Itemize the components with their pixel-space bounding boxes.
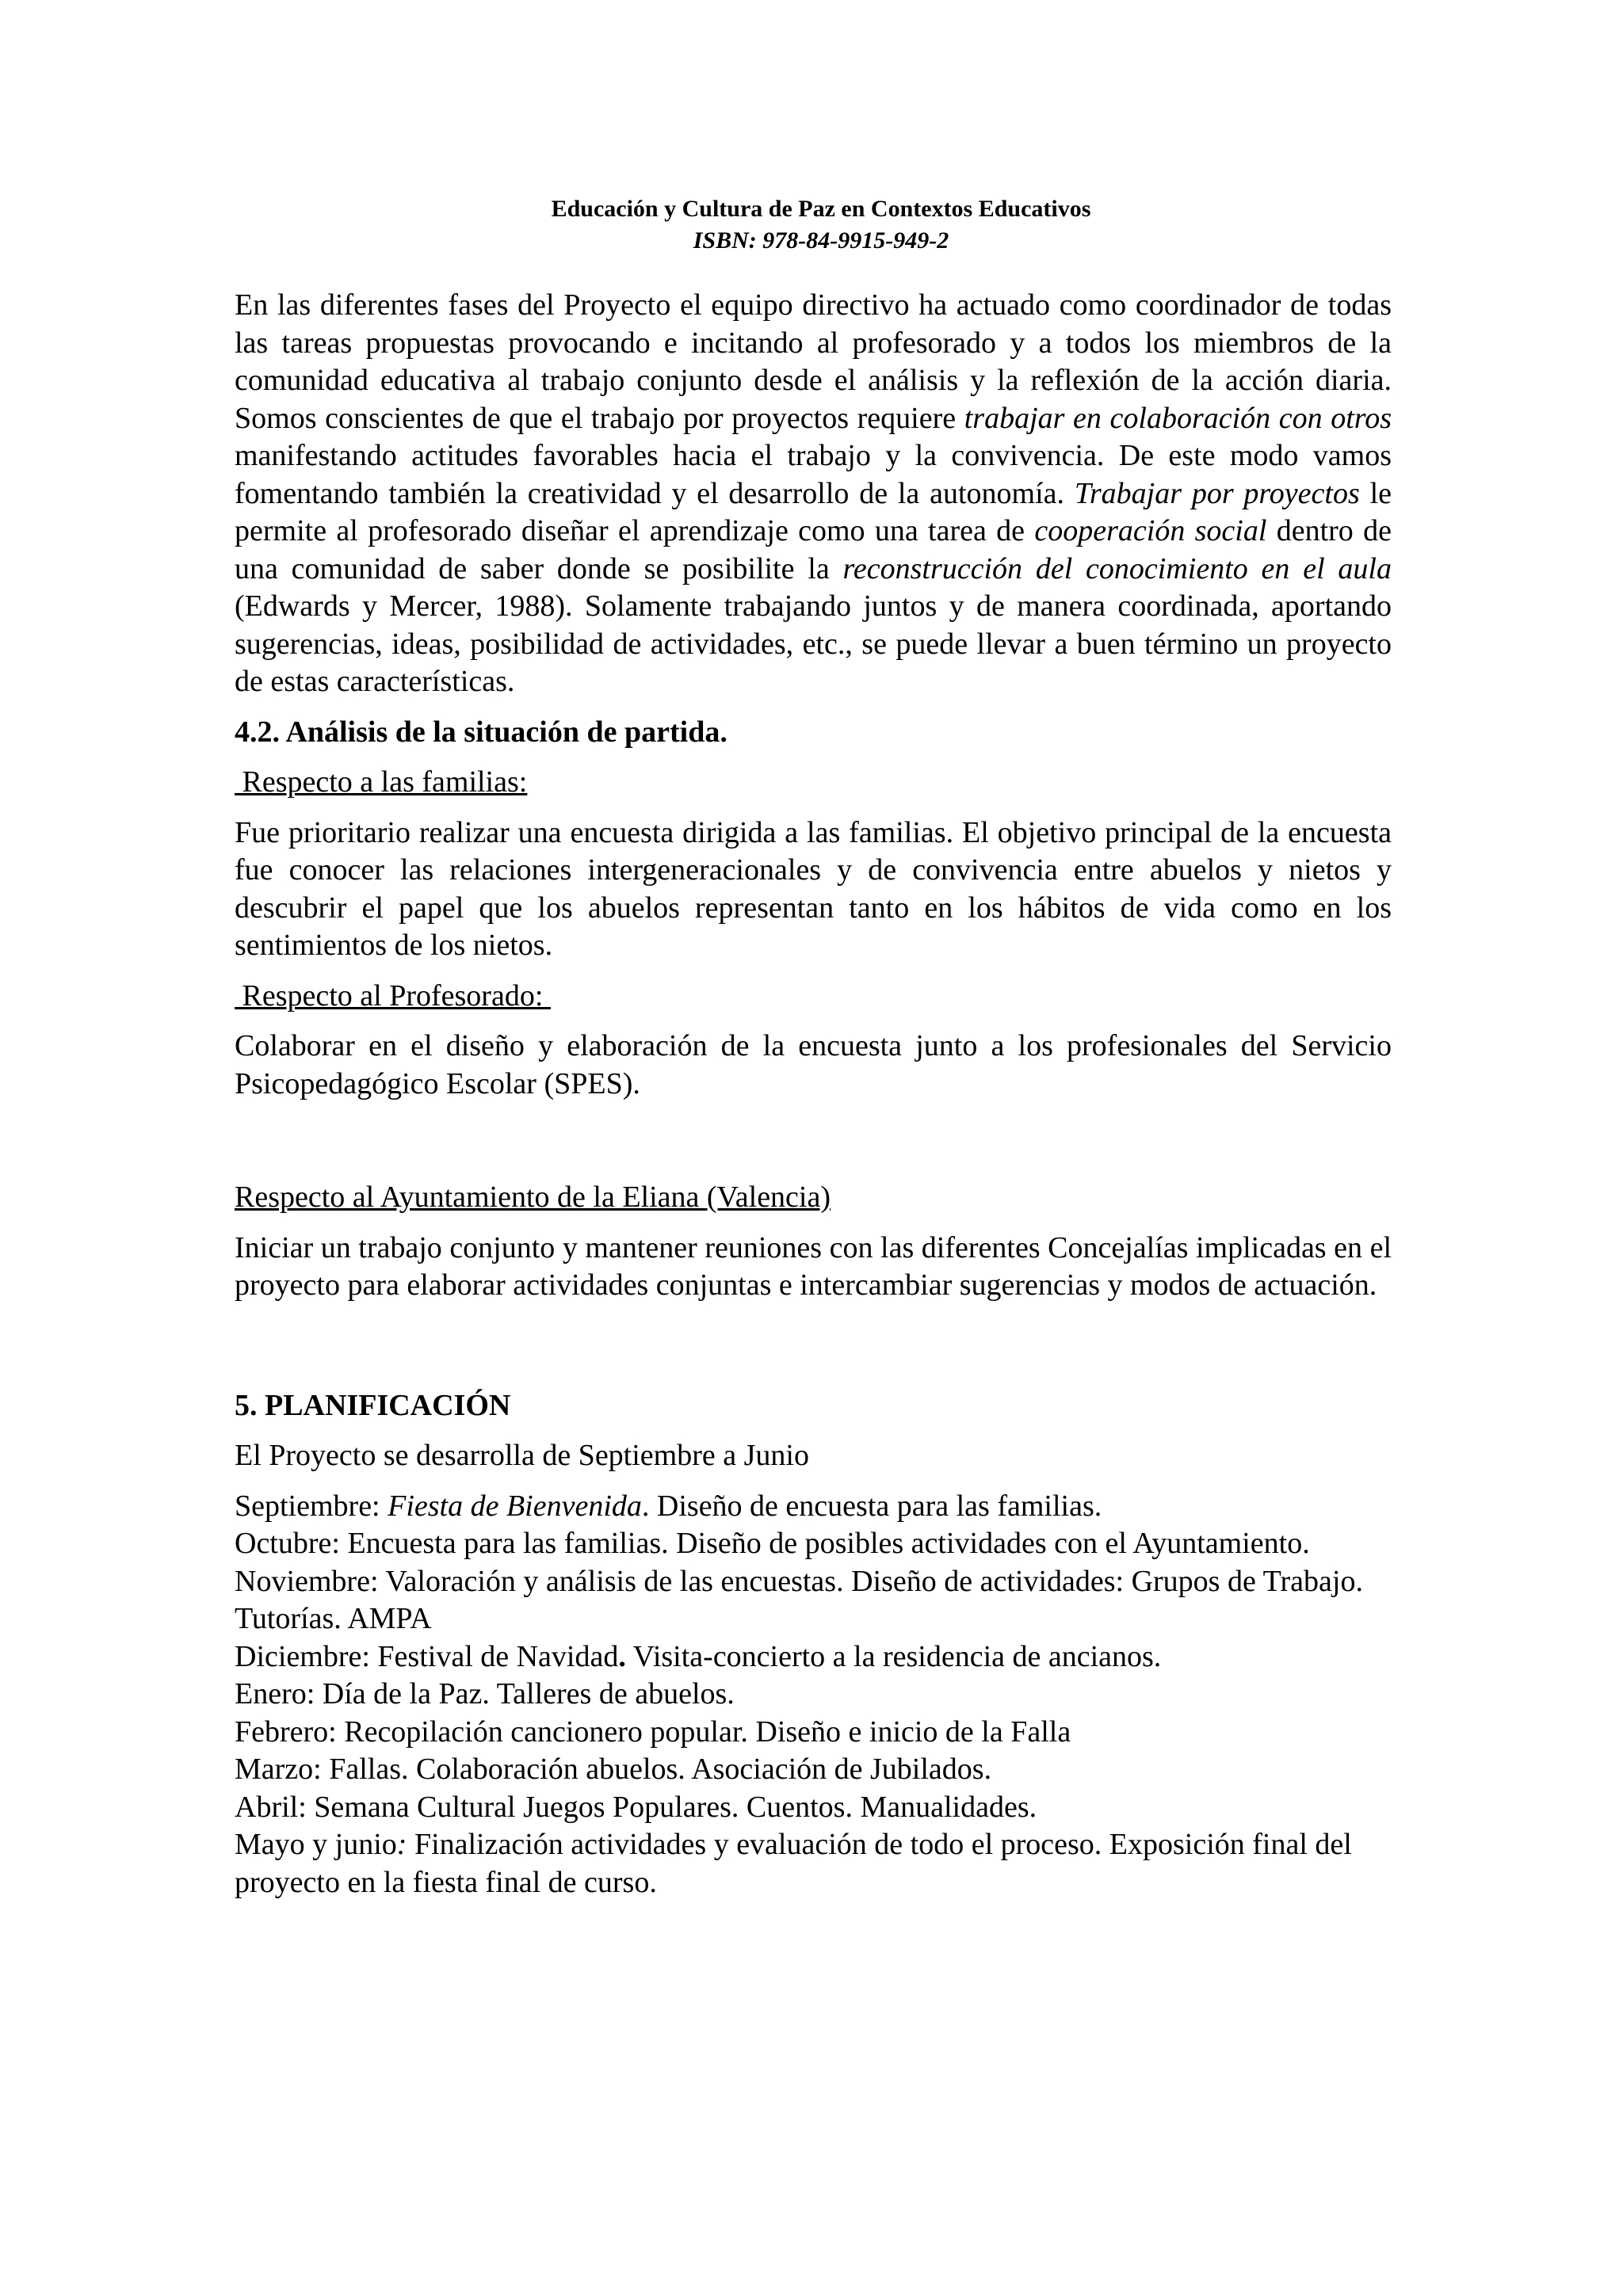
plan-item-noviembre: Noviembre: Valoración y análisis de las encuestas. Diseño de actividades: Grupos de Trabajo. Tutorías. AMPA [235, 1564, 1363, 1635]
document-body [235, 287, 1392, 1901]
page-header [250, 0, 1392, 257]
section-heading-4-2: 4.2. Análisis de la situación de partida. [235, 715, 727, 749]
planning-intro: El Proyecto se desarrolla de Septiembre a Junio [235, 1439, 809, 1472]
text-run: Visita-concierto a la residencia de ancianos. [625, 1639, 1162, 1673]
text-run: (Edwards y Mercer, 1988). Solamente trabajando juntos y de manera coordinada, aportando sugerencias, ideas, posibilidad de actividades, etc., se puede llevar a buen término un proyecto de estas características. [235, 589, 1392, 698]
subheading-familias: Respecto a las familias: [235, 765, 528, 799]
text-run: . Diseño de encuesta para las familias. [641, 1489, 1102, 1523]
isbn: ISBN: 978-84-9915-949-2 [693, 227, 949, 254]
text-run: En las diferentes fases del Proyecto el equipo directivo ha actuado como coordinador de todas las tareas propuestas provocando e incitando al profesorado y a todos los miembros de la comunidad educativa al trabajo conjunto desde el análisis y la reflexión de la acción diaria. Somos conscientes de que el trabajo por proyectos requiere [235, 288, 1392, 435]
book-title: Educación y Cultura de Paz en Contextos Educativos [551, 196, 1091, 222]
paragraph-proyecto [235, 287, 1392, 701]
subheading-profesorado: Respecto al Profesorado: [235, 978, 551, 1013]
bold-run: . [618, 1639, 626, 1673]
plan-item-enero: Enero: Día de la Paz. Talleres de abuelos. [235, 1677, 735, 1711]
paragraph-ayuntamiento: Iniciar un trabajo conjunto y mantener reuniones con las diferentes Concejalías implicadas en el proyecto para elaborar actividades conjuntas e intercambiar sugerencias y modos de actuación. [235, 1230, 1392, 1302]
planning-list [235, 1488, 1392, 1902]
text-run: Finalización actividades y evaluación de todo el proceso. Exposición final del proyecto en la fiesta final de curso. [235, 1828, 1352, 1899]
text-run: manifestando actitudes favorables hacia el trabajo y la convivencia. De este modo vamos fomentando también la creatividad y el desarrollo de la autonomía. [235, 439, 1392, 510]
plan-item-abril: Abril: Semana Cultural Juegos Populares. Cuentos. Manualidades. [235, 1790, 1037, 1824]
plan-item-marzo: Marzo: Fallas. Colaboración abuelos. Asociación de Jubilados. [235, 1753, 992, 1786]
italic-run: cooperación social [1034, 514, 1267, 547]
text-run: Septiembre: [235, 1489, 388, 1523]
plan-item-febrero: Febrero: Recopilación cancionero popular. Diseño e inicio de la Falla [235, 1714, 1071, 1749]
italic-run: reconstrucción del conocimiento en el aula [842, 551, 1392, 585]
text-run: dentro de una comunidad de saber donde se posibilite la [235, 514, 1392, 585]
plan-item-septiembre [235, 1488, 1392, 1526]
subheading-ayuntamiento: Respecto al Ayuntamiento de la Eliana (Valencia) [235, 1180, 831, 1214]
text-run: le permite al profesorado diseñar el aprendizaje como una tarea de [235, 476, 1392, 547]
plan-item-diciembre [235, 1638, 1392, 1676]
italic-run: trabajar en colaboración con otros [964, 401, 1392, 435]
paragraph-profesorado: Colaborar en el diseño y elaboración de la encuesta junto a los profesionales del Servicio Psicopedagógico Escolar (SPES). [235, 1029, 1392, 1100]
italic-run: Fiesta de Bienvenida [388, 1489, 642, 1523]
section-heading-5: 5. PLANIFICACIÓN [235, 1388, 511, 1422]
text-run: Mayo y junio [235, 1828, 397, 1861]
plan-item-mayo-junio [235, 1826, 1392, 1901]
italic-run: : [396, 1828, 407, 1861]
paragraph-familias: Fue prioritario realizar una encuesta dirigida a las familias. El objetivo principal de la encuesta fue conocer las relaciones intergeneracionales y de convivencia entre abuelos y nietos y descubrir el papel que los abuelos representan tanto en los hábitos de vida como en los sentimientos de los nietos. [235, 815, 1392, 962]
plan-item-octubre: Octubre: Encuesta para las familias. Diseño de posibles actividades con el Ayuntamiento. [235, 1527, 1310, 1560]
text-run: Diciembre: Festival de Navidad [235, 1639, 619, 1673]
italic-run: Trabajar por proyectos [1074, 476, 1360, 510]
